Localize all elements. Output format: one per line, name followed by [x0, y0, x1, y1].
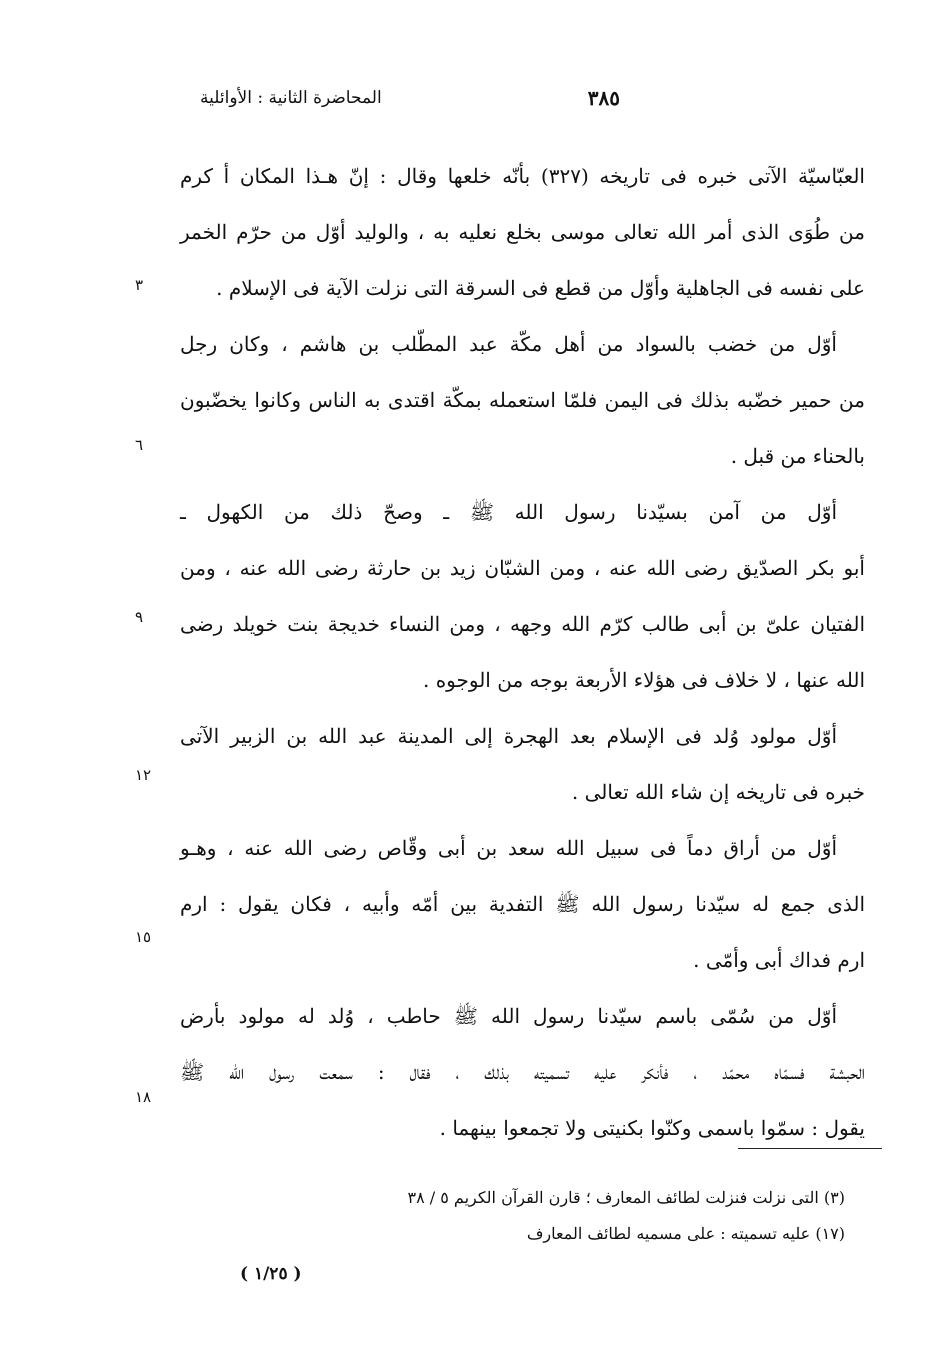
text-line: الذى جمع له سيّدنا رسول الله ﷺ التفدية بين أمّه وأبيه ، فكان يقول : ارم: [180, 892, 865, 916]
text-line: يقول : سمّوا باسمى وكنّوا بكنيتى ولا تجمعوا بينهما .: [439, 1116, 865, 1140]
footnote: (١٧) عليه تسميته : على مسميه لطائف المعارف: [526, 1224, 845, 1243]
text-line: أوّل من آمن بسيّدنا رسول الله ﷺ ـ وصحّ ذلك من الكهول ـ: [180, 500, 837, 524]
text-line: على نفسه فى الجاهلية وأوّل من قطع فى السرقة التى نزلت الآية فى الإسلام .: [216, 276, 865, 300]
text-line: أوّل من سُمّى باسم سيّدنا رسول الله ﷺ حاطب ، وُلد له مولود بأرض: [180, 1004, 837, 1028]
text-line: أوّل من أراق دماً فى سبيل الله سعد بن أبى وقّاص رضى الله عنه ، وهـو: [180, 836, 837, 860]
text-line: من حمير خضّبه بذلك فى اليمن فلمّا استعمله بمكّة اقتدى به الناس وكانوا يخضّبون: [180, 388, 865, 412]
text-line: من طُوَى الذى أمر الله تعالى موسى بخلع نعليه به ، والوليد أوّل من حرّم الخمر: [180, 220, 865, 244]
line-number: ٣: [135, 276, 144, 294]
text-line: الله عنها ، لا خلاف فى هؤلاء الأربعة بوجه من الوجوه .: [422, 668, 865, 692]
text-line: بالحناء من قبل .: [730, 444, 865, 468]
running-title: المحاضرة الثانية : الأوائلية: [200, 88, 382, 108]
text-line: العبّاسيّة الآتى خبره فى تاريخه (٣٢٧) بأنّه خلعها وقال : إنّ هـذا المكان أ كرم: [180, 164, 865, 188]
text-line: الفتيان علىّ بن أبى طالب كرّم الله وجهه ، ومن النساء خديجة بنت خويلد رضى: [180, 612, 865, 636]
body-text: [180, 148, 865, 1156]
page-header: [200, 86, 620, 116]
text-line: خبره فى تاريخه إن شاء الله تعالى .: [571, 780, 865, 804]
text-line: أوّل مولود وُلد فى الإسلام بعد الهجرة إلى المدينة عبد الله بن الزبير الآتى: [180, 724, 838, 748]
line-number: ١٨: [135, 1088, 152, 1106]
page-number: ٣٨٥: [587, 86, 620, 110]
footnote-separator: [738, 1148, 882, 1149]
signature-mark: ( ١/٢٥ ): [240, 1264, 302, 1284]
text-line: ارم فداك أبى وأمّى .: [693, 948, 865, 972]
line-number: ٦: [135, 436, 144, 454]
text-line: أبو بكر الصدّيق رضى الله عنه ، ومن الشبّان زيد بن حارثة رضى الله عنه ، ومن: [180, 556, 865, 580]
footnotes: [300, 1180, 845, 1252]
line-number: ٩: [135, 608, 144, 626]
line-number: ١٢: [135, 766, 152, 784]
text-line: أوّل من خضب بالسواد من أهل مكّة عبد المطّلب بن هاشم ، وكان رجل: [180, 332, 837, 356]
footnote: (٣) التى نزلت فنزلت لطائف المعارف ؛ قارن القرآن الكريم ٥ / ٣٨: [407, 1188, 845, 1207]
text-line: الحبشة فسمّاه محمّد ، فأنكر عليه تسميته بذلك ، فقال : سمعت رسول الله ﷺ: [180, 1060, 865, 1084]
line-number: ١٥: [135, 928, 152, 946]
